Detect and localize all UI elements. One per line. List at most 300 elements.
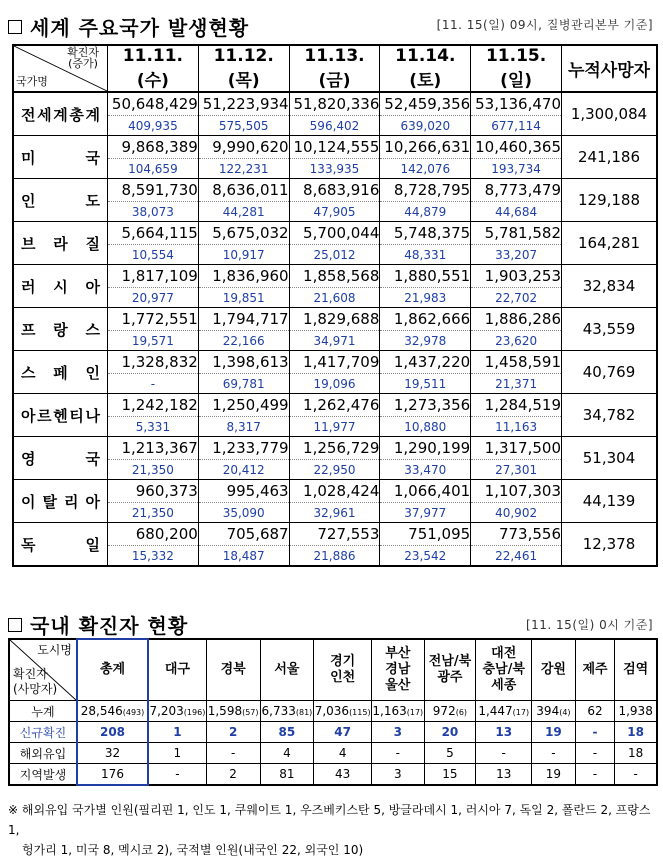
region-header-text: 광주 <box>437 670 463 685</box>
domestic-cell <box>372 764 425 786</box>
increase-value: 8,317 <box>198 417 289 437</box>
increase-value: 32,961 <box>289 503 380 523</box>
country-name-text: 스 페 인 <box>21 363 100 382</box>
header-confirmed-label: 확진자 (사망자) <box>13 667 58 696</box>
cell-value: 208 <box>99 725 126 739</box>
domestic-cell <box>260 743 314 764</box>
domestic-cell <box>77 701 148 722</box>
domestic-row <box>9 722 657 743</box>
domestic-cell <box>615 743 657 764</box>
cell-value: 176 <box>101 767 124 781</box>
cell-value: 13 <box>496 767 512 781</box>
increase-value: 21,608 <box>289 288 380 308</box>
region-header-text: 검역 <box>623 662 649 677</box>
header-city-label: 도시명 <box>37 643 72 657</box>
confirmed-value: 1,794,717 <box>198 308 289 331</box>
domestic-cell <box>532 743 576 764</box>
confirmed-value: 1,328,832 <box>108 351 199 374</box>
domestic-section-header <box>8 610 188 639</box>
confirmed-value: 1,417,709 <box>289 351 380 374</box>
confirmed-value: 5,748,375 <box>380 222 471 245</box>
increase-row <box>13 116 657 136</box>
confirmed-value: 1,829,688 <box>289 308 380 331</box>
domestic-cell <box>424 722 476 743</box>
cell-value: 394 <box>536 704 560 718</box>
deaths-value: (57) <box>242 708 259 717</box>
cell-value: 7,203 <box>149 704 184 718</box>
cell-value: - <box>592 767 598 781</box>
row-label: 신규확진 <box>9 722 77 743</box>
region-header-text: 세종 <box>491 678 517 693</box>
country-name-text: 영 국 <box>21 449 100 468</box>
increase-value: 639,020 <box>380 116 471 136</box>
increase-value: 21,983 <box>380 288 471 308</box>
cell-value: 2 <box>228 725 238 739</box>
increase-value: 18,487 <box>198 546 289 567</box>
region-header-text: 경북 <box>220 662 246 677</box>
domestic-cell <box>260 701 314 722</box>
country-name <box>13 179 108 222</box>
domestic-cell <box>148 743 206 764</box>
cell-value: 19 <box>545 725 562 739</box>
increase-value: 38,073 <box>108 202 199 222</box>
confirmed-value: 1,290,199 <box>380 437 471 460</box>
date-header: 11.12.(목) <box>198 45 289 92</box>
domestic-cell <box>575 743 615 764</box>
cell-value: 15 <box>442 767 458 781</box>
increase-value: 193,734 <box>471 159 562 179</box>
domestic-cell <box>615 701 657 722</box>
cell-value: 6,733 <box>261 704 296 718</box>
date-header: 11.14.(토) <box>380 45 471 92</box>
confirmed-value: 1,862,666 <box>380 308 471 331</box>
region-header-text: 서울 <box>274 662 300 677</box>
cell-value: 43 <box>335 767 351 781</box>
domestic-cell <box>77 764 148 786</box>
domestic-cell <box>314 743 372 764</box>
increase-value: 19,511 <box>380 374 471 394</box>
confirmed-value: 1,836,960 <box>198 265 289 288</box>
cumulative-deaths-value: 34,782 <box>562 394 658 437</box>
country-name <box>13 265 108 308</box>
cell-value: 1 <box>173 746 182 760</box>
checkbox-square-icon <box>8 618 22 632</box>
cell-value: 20 <box>441 725 459 739</box>
increase-value: 32,978 <box>380 331 471 351</box>
region-header <box>575 639 615 701</box>
confirmed-value: 8,728,795 <box>380 179 471 202</box>
cell-value: 81 <box>279 767 295 781</box>
world-basis-note: [11. 15(일) 09시, 질병관리본부 기준] <box>436 18 653 32</box>
country-row <box>13 222 657 245</box>
increase-row <box>13 288 657 308</box>
domestic-row <box>9 743 657 764</box>
domestic-cell <box>532 722 576 743</box>
country-name <box>13 222 108 265</box>
cell-value: - <box>230 746 236 760</box>
confirmed-value: 1,284,519 <box>471 394 562 417</box>
domestic-cell <box>314 764 372 786</box>
increase-value: 5,331 <box>108 417 199 437</box>
country-name <box>13 437 108 480</box>
country-name <box>13 480 108 523</box>
confirmed-value: 9,990,620 <box>198 136 289 159</box>
country-name <box>13 308 108 351</box>
domestic-cell <box>476 722 532 743</box>
confirmed-value: 9,868,389 <box>108 136 199 159</box>
cell-value: 2 <box>229 767 237 781</box>
region-header <box>206 639 260 701</box>
region-header-text: 경남 <box>385 662 411 677</box>
date-header: 11.13.(금) <box>289 45 380 92</box>
confirmed-value: 53,136,470 <box>471 92 562 116</box>
increase-value: 133,935 <box>289 159 380 179</box>
cell-value: 13 <box>495 725 513 739</box>
confirmed-value: 1,028,424 <box>289 480 380 503</box>
increase-row <box>13 503 657 523</box>
row-label: 지역발생 <box>9 764 77 786</box>
header-confirmed-label: 확진자 (증가) <box>67 46 99 70</box>
deaths-value: (6) <box>455 708 468 717</box>
confirmed-value: 8,636,011 <box>198 179 289 202</box>
confirmed-value: 727,553 <box>289 523 380 546</box>
confirmed-value: 680,200 <box>108 523 199 546</box>
increase-value: 33,207 <box>471 245 562 265</box>
deaths-value: (17) <box>406 708 424 717</box>
confirmed-value: 1,858,568 <box>289 265 380 288</box>
increase-value: - <box>108 374 199 394</box>
increase-value: 47,905 <box>289 202 380 222</box>
increase-row <box>13 374 657 394</box>
confirmed-value: 51,820,336 <box>289 92 380 116</box>
domestic-cell <box>206 764 260 786</box>
domestic-cell <box>575 722 615 743</box>
region-header-text: 부산 <box>385 646 411 661</box>
increase-value: 11,163 <box>471 417 562 437</box>
confirmed-value: 1,817,109 <box>108 265 199 288</box>
increase-value: 22,461 <box>471 546 562 567</box>
region-header-text: 강원 <box>540 662 566 677</box>
increase-value: 19,851 <box>198 288 289 308</box>
increase-row <box>13 159 657 179</box>
region-header-text: 제주 <box>582 662 608 677</box>
increase-value: 22,166 <box>198 331 289 351</box>
deaths-value: (4) <box>559 708 571 717</box>
deaths-value: (493) <box>122 708 145 717</box>
cell-value: - <box>592 725 598 739</box>
confirmed-value: 5,781,582 <box>471 222 562 245</box>
increase-value: 27,301 <box>471 460 562 480</box>
cumulative-deaths-value: 129,188 <box>562 179 658 222</box>
confirmed-value: 1,256,729 <box>289 437 380 460</box>
domestic-cell <box>372 743 425 764</box>
increase-value: 21,350 <box>108 460 199 480</box>
confirmed-value: 50,648,429 <box>108 92 199 116</box>
increase-value: 22,950 <box>289 460 380 480</box>
diagonal-header-cell <box>9 639 77 701</box>
domestic-cell <box>314 701 372 722</box>
confirmed-value: 1,250,499 <box>198 394 289 417</box>
domestic-cell <box>424 743 476 764</box>
region-header-text: 울산 <box>385 678 411 693</box>
domestic-basis-note: [11. 15(일) 0시 기준] <box>525 618 653 632</box>
confirmed-value: 10,460,365 <box>471 136 562 159</box>
country-row <box>13 179 657 202</box>
increase-value: 22,702 <box>471 288 562 308</box>
region-header <box>148 639 206 701</box>
domestic-row <box>9 701 657 722</box>
confirmed-value: 1,458,591 <box>471 351 562 374</box>
confirmed-value: 5,675,032 <box>198 222 289 245</box>
row-label: 해외유입 <box>9 743 77 764</box>
increase-value: 15,332 <box>108 546 199 567</box>
cell-value: 62 <box>587 704 603 718</box>
cell-value: - <box>551 746 556 760</box>
country-name <box>13 351 108 394</box>
confirmed-value: 5,700,044 <box>289 222 380 245</box>
world-table-header-row <box>13 45 657 92</box>
country-name-text: 미 국 <box>21 148 100 167</box>
region-header-text: 총계 <box>99 662 126 677</box>
domestic-cell <box>206 743 260 764</box>
country-row <box>13 480 657 503</box>
domestic-cell <box>77 722 148 743</box>
country-row <box>13 351 657 374</box>
region-header-text: 대전 <box>491 646 517 661</box>
cell-value: 5 <box>446 746 454 760</box>
confirmed-value: 1,880,551 <box>380 265 471 288</box>
date-header: 11.11.(수) <box>108 45 199 92</box>
cell-value: 19 <box>545 767 562 781</box>
domestic-row <box>9 764 657 786</box>
confirmed-value: 8,591,730 <box>108 179 199 202</box>
domestic-table-header-row <box>9 639 657 701</box>
increase-value: 20,412 <box>198 460 289 480</box>
region-header <box>476 639 532 701</box>
domestic-section-title: 국내 확진자 현황 <box>30 614 189 638</box>
domestic-cell <box>148 764 206 786</box>
country-name-text: 이 탈 리 아 <box>21 492 100 511</box>
domestic-cell <box>314 722 372 743</box>
cumulative-deaths-value: 40,769 <box>562 351 658 394</box>
increase-row <box>13 546 657 567</box>
confirmed-value: 10,124,555 <box>289 136 380 159</box>
increase-value: 10,554 <box>108 245 199 265</box>
confirmed-value: 1,213,367 <box>108 437 199 460</box>
region-header <box>615 639 657 701</box>
domestic-cell <box>615 764 657 786</box>
increase-value: 21,350 <box>108 503 199 523</box>
cell-value: 1 <box>173 725 182 739</box>
increase-value: 11,977 <box>289 417 380 437</box>
cumulative-deaths-value: 164,281 <box>562 222 658 265</box>
domestic-cell <box>206 701 260 722</box>
confirmed-value: 1,886,286 <box>471 308 562 331</box>
confirmed-value: 5,664,115 <box>108 222 199 245</box>
cell-value: - <box>592 746 598 760</box>
country-name-text: 인 도 <box>21 191 100 210</box>
domestic-cell <box>476 764 532 786</box>
domestic-cell <box>260 722 314 743</box>
cell-value: - <box>175 767 180 781</box>
increase-value: 40,902 <box>471 503 562 523</box>
confirmed-value: 8,683,916 <box>289 179 380 202</box>
confirmed-value: 51,223,934 <box>198 92 289 116</box>
cell-value: - <box>501 746 506 760</box>
confirmed-value: 705,687 <box>198 523 289 546</box>
region-header <box>260 639 314 701</box>
confirmed-value: 1,107,303 <box>471 480 562 503</box>
cell-value: 32 <box>104 746 121 760</box>
country-name-text: 브 라 질 <box>21 234 100 253</box>
increase-value: 44,281 <box>198 202 289 222</box>
country-name <box>13 136 108 179</box>
confirmed-value: 1,233,779 <box>198 437 289 460</box>
domestic-cell <box>260 764 314 786</box>
region-header-text: 전남/북 <box>428 654 472 669</box>
domestic-cell <box>532 764 576 786</box>
increase-value: 25,012 <box>289 245 380 265</box>
domestic-cell <box>424 701 476 722</box>
increase-value: 35,090 <box>198 503 289 523</box>
increase-value: 142,076 <box>380 159 471 179</box>
header-country-label: 국가명 <box>16 75 48 88</box>
country-name-text: 전 세 계 총 계 <box>21 105 100 124</box>
cell-value: 4 <box>283 746 291 760</box>
country-row <box>13 523 657 546</box>
region-header <box>314 639 372 701</box>
confirmed-value: 1,066,401 <box>380 480 471 503</box>
increase-value: 677,114 <box>471 116 562 136</box>
cell-value: - <box>633 767 638 781</box>
deaths-value: (196) <box>183 708 206 717</box>
world-section-title: 세계 주요국가 발생현황 <box>30 16 250 40</box>
cumulative-deaths-value: 43,559 <box>562 308 658 351</box>
country-name-text: 프 랑 스 <box>21 320 100 339</box>
cell-value: 3 <box>393 725 402 739</box>
country-row <box>13 394 657 417</box>
region-header-text: 인천 <box>330 670 356 685</box>
cumulative-deaths-value: 12,378 <box>562 523 658 567</box>
confirmed-value: 1,903,253 <box>471 265 562 288</box>
cell-value: - <box>395 746 400 760</box>
cumulative-deaths-value: 241,186 <box>562 136 658 179</box>
country-name <box>13 92 108 136</box>
increase-value: 19,571 <box>108 331 199 351</box>
increase-row <box>13 202 657 222</box>
domestic-cell <box>372 701 425 722</box>
confirmed-value: 1,772,551 <box>108 308 199 331</box>
domestic-cell <box>148 701 206 722</box>
cell-value: 1,163 <box>372 704 407 718</box>
cell-value: 972 <box>432 704 456 718</box>
row-label: 누계 <box>9 701 77 722</box>
cell-value: 1,938 <box>618 704 653 718</box>
country-row <box>13 437 657 460</box>
confirmed-value: 773,556 <box>471 523 562 546</box>
country-name <box>13 394 108 437</box>
domestic-cell <box>532 701 576 722</box>
increase-row <box>13 460 657 480</box>
cell-value: 85 <box>278 725 296 739</box>
checkbox-square-icon <box>8 20 22 34</box>
domestic-cell <box>148 722 206 743</box>
domestic-cell <box>476 743 532 764</box>
increase-row <box>13 331 657 351</box>
country-row <box>13 265 657 288</box>
country-name-text: 독 일 <box>21 535 100 554</box>
increase-value: 596,402 <box>289 116 380 136</box>
increase-value: 21,371 <box>471 374 562 394</box>
cell-value: 47 <box>334 725 351 739</box>
domestic-cell <box>575 764 615 786</box>
confirmed-value: 1,437,220 <box>380 351 471 374</box>
increase-value: 34,971 <box>289 331 380 351</box>
domestic-cell <box>372 722 425 743</box>
cell-value: 3 <box>393 767 402 781</box>
increase-value: 575,505 <box>198 116 289 136</box>
increase-value: 409,935 <box>108 116 199 136</box>
confirmed-value: 1,317,500 <box>471 437 562 460</box>
increase-value: 10,917 <box>198 245 289 265</box>
region-header <box>532 639 576 701</box>
deaths-value: (81) <box>295 708 313 717</box>
increase-value: 21,886 <box>289 546 380 567</box>
domestic-cases-table <box>8 638 658 786</box>
region-header-text: 충남/북 <box>482 662 525 677</box>
footnote-line: ※ 해외유입 국가별 인원(필리핀 1, 인도 1, 쿠웨이트 1, 우즈베키스탄 5, 방글라데시 1, 러시아 7, 독일 2, 폴란드 2, 프랑스 1, <box>8 803 651 837</box>
confirmed-value: 995,463 <box>198 480 289 503</box>
country-row <box>13 136 657 159</box>
confirmed-value: 960,373 <box>108 480 199 503</box>
increase-value: 44,879 <box>380 202 471 222</box>
deaths-value: (115) <box>349 708 371 717</box>
cell-value: 1,447 <box>478 704 513 718</box>
domestic-cell <box>77 743 148 764</box>
increase-value: 37,977 <box>380 503 471 523</box>
domestic-cell <box>615 722 657 743</box>
domestic-cell <box>476 701 532 722</box>
footnote <box>8 800 658 860</box>
region-header <box>424 639 476 701</box>
increase-row <box>13 417 657 437</box>
increase-value: 33,470 <box>380 460 471 480</box>
cell-value: 28,546 <box>80 704 123 718</box>
confirmed-value: 1,398,613 <box>198 351 289 374</box>
cumulative-deaths-value: 51,304 <box>562 437 658 480</box>
increase-value: 104,659 <box>108 159 199 179</box>
world-section-header <box>8 12 249 41</box>
region-header <box>372 639 425 701</box>
increase-value: 23,542 <box>380 546 471 567</box>
increase-row <box>13 245 657 265</box>
increase-value: 20,977 <box>108 288 199 308</box>
country-name-text: 러 시 아 <box>21 277 100 296</box>
confirmed-value: 1,273,356 <box>380 394 471 417</box>
domestic-cell <box>424 764 476 786</box>
increase-value: 48,331 <box>380 245 471 265</box>
cell-value: 4 <box>338 746 347 760</box>
cell-value: 18 <box>628 746 644 760</box>
date-header: 11.15.(일) <box>471 45 562 92</box>
region-header <box>77 639 148 701</box>
cell-value: 18 <box>627 725 644 739</box>
increase-value: 122,231 <box>198 159 289 179</box>
confirmed-value: 52,459,356 <box>380 92 471 116</box>
cell-value: 1,598 <box>207 704 243 718</box>
country-name <box>13 523 108 567</box>
footnote-line: 헝가리 1, 미국 8, 멕시코 2), 국적별 인원(내국인 22, 외국인 10) <box>22 843 364 857</box>
